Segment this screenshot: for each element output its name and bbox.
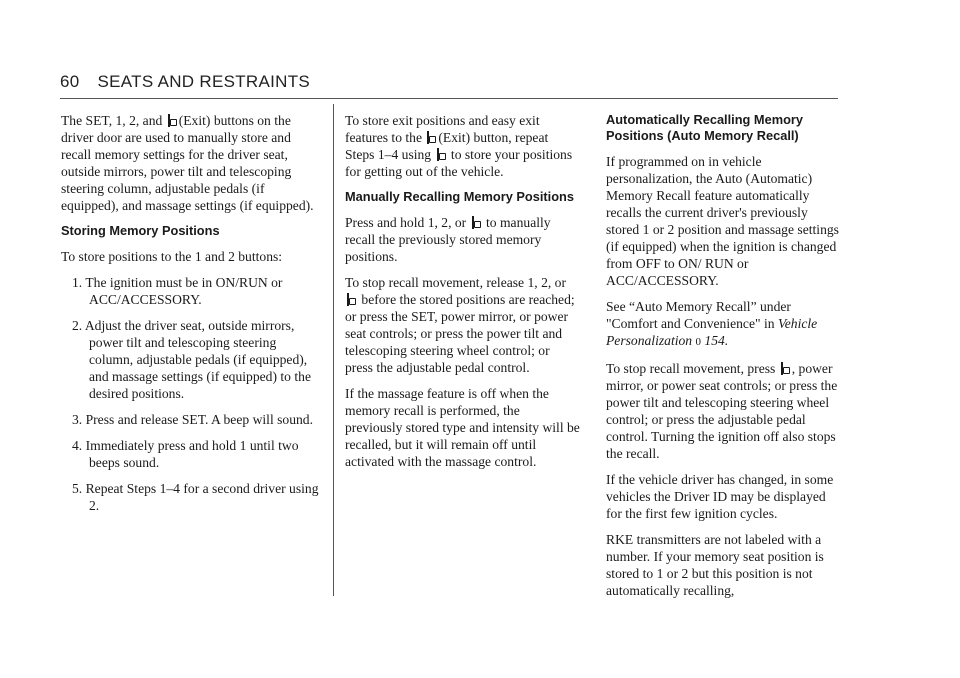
header-rule [60,98,838,99]
running-header [60,72,310,92]
see-reference-paragraph: See “Auto Memory Recall” under "Comfort and Convenience" in Vehicle Personalization 0 154. [606,299,818,348]
auto-recall-paragraph: If programmed on in vehicle personalization, the Auto (Automatic) Memory Recall feature automatically recalls the current driver's previously stored 1 or 2 position and massage settings (if equipped) when the ignition is changed from OFF to ON/ RUN or ACC/ACCESSORY. [606,154,839,288]
list-item: 4. Immediately press and hold 1 until two beeps sound. [72,438,299,470]
exit-button-icon [436,148,447,161]
press-hold-paragraph: Press and hold 1, 2, or to manually recall the previously stored memory positions. [345,215,551,264]
heading-manual-recall: Manually Recalling Memory Positions [345,189,574,204]
vehicle-personalization-link[interactable]: Vehicle Personalization [606,316,818,348]
section-title: SEATS AND RESTRAINTS [97,72,311,91]
exit-button-icon [167,114,178,127]
heading-storing-memory: Storing Memory Positions [61,223,220,238]
column-1 [61,112,323,523]
list-item: 5. Repeat Steps 1–4 for a second driver using 2. [72,481,319,513]
exit-button-icon [780,362,791,375]
exit-button-icon [346,293,357,306]
rke-paragraph: RKE transmitters are not labeled with a number. If your memory seat position is stored to 1 or 2 but this position is not automatically recalling, [606,532,824,598]
list-item: 3. Press and release SET. A beep will sound. [72,412,313,427]
massage-paragraph: If the massage feature is off when the memory recall is performed, the previously stored type and intensity will be recalled, but it will remain off until activated with the massage control. [345,386,580,469]
driver-id-paragraph: If the vehicle driver has changed, in some vehicles the Driver ID may be displayed for the first few ignition cycles. [606,472,834,521]
column-3 [606,112,844,608]
list-item: 2. Adjust the driver seat, outside mirrors, power tilt and telescoping steering column, adjustable pedals (if equipped), and massage settings (if equipped) to the desired positions. [72,318,311,401]
page-reference[interactable]: 154. [704,333,729,348]
exit-positions-paragraph: To store exit positions and easy exit features to the (Exit) button, repeat Steps 1–4 using to store your positions for getting out of the vehicle. [345,113,573,179]
heading-auto-recall: Automatically Recalling Memory Positions (Auto Memory Recall) [606,112,803,143]
page-reference-arrow-icon: 0 [695,336,702,348]
page-number: 60 [60,72,80,91]
storing-lead: To store positions to the 1 and 2 buttons: [61,249,283,264]
column-2 [345,112,580,479]
intro-paragraph: The SET, 1, 2, and (Exit) buttons on the driver door are used to manually store and recall memory settings for the driver seat, outside mirrors, power tilt and telescoping steering column, adjustable pedals (if equipped), and massage settings (if equipped). [61,113,314,213]
list-item: 1. The ignition must be in ON/RUN or ACC/ACCESSORY. [72,275,283,307]
exit-button-icon [471,216,482,229]
stop-auto-recall-paragraph: To stop recall movement, press , power mirror, or power seat controls; or press the power tilt and telescoping steering wheel control; or press the adjustable pedal control. Turning the ignition off also stops the recall. [606,361,838,461]
stop-recall-paragraph: To stop recall movement, release 1, 2, or before the stored positions are reached; or press the SET, power mirror, or power seat controls; or press the power tilt and telescoping steering wheel control; or press the adjustable pedal control. [345,275,575,375]
column-divider [333,104,334,596]
steps-list [61,274,323,514]
exit-button-icon [426,131,437,144]
